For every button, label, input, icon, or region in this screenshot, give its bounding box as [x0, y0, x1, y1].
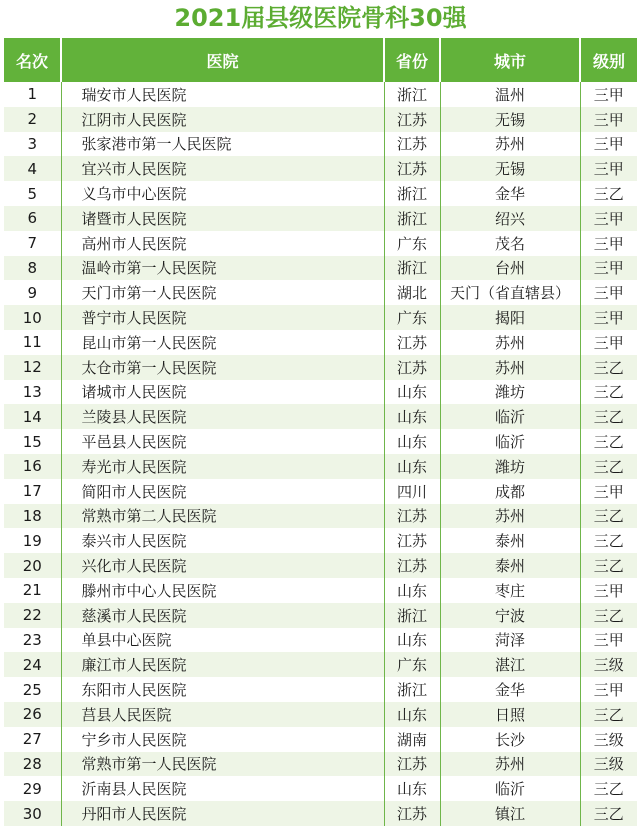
city-cell: 临沂 — [440, 404, 580, 429]
grade-cell: 三乙 — [580, 603, 637, 628]
province-cell: 广东 — [384, 305, 440, 330]
rank-cell: 26 — [4, 702, 61, 727]
rank-cell: 7 — [4, 231, 61, 256]
table-row — [4, 256, 637, 281]
table-row — [4, 553, 637, 578]
hospital-cell: 兰陵县人民医院 — [61, 404, 384, 429]
hospital-cell: 滕州市中心人民医院 — [61, 578, 384, 603]
hospital-cell: 泰兴市人民医院 — [61, 528, 384, 553]
table-row — [4, 355, 637, 380]
hospital-cell: 普宁市人民医院 — [61, 305, 384, 330]
grade-cell: 三级 — [580, 727, 637, 752]
rank-cell: 18 — [4, 504, 61, 529]
rank-cell: 16 — [4, 454, 61, 479]
province-cell: 山东 — [384, 404, 440, 429]
province-cell: 山东 — [384, 702, 440, 727]
grade-cell: 三甲 — [580, 206, 637, 231]
province-cell: 江苏 — [384, 132, 440, 157]
hospital-cell: 诸暨市人民医院 — [61, 206, 384, 231]
hospital-cell: 高州市人民医院 — [61, 231, 384, 256]
province-cell: 浙江 — [384, 603, 440, 628]
ranking-table — [4, 38, 637, 826]
rank-cell: 15 — [4, 429, 61, 454]
rank-cell: 4 — [4, 156, 61, 181]
hospital-cell: 简阳市人民医院 — [61, 479, 384, 504]
province-cell: 江苏 — [384, 107, 440, 132]
province-cell: 江苏 — [384, 528, 440, 553]
grade-cell: 三乙 — [580, 355, 637, 380]
province-cell: 湖北 — [384, 280, 440, 305]
page-title: 2021届县级医院骨科30强 — [174, 4, 467, 32]
city-cell: 成都 — [440, 479, 580, 504]
rank-cell: 3 — [4, 132, 61, 157]
table-row — [4, 652, 637, 677]
city-cell: 泰州 — [440, 528, 580, 553]
rank-cell: 19 — [4, 528, 61, 553]
province-cell: 广东 — [384, 231, 440, 256]
city-cell: 无锡 — [440, 156, 580, 181]
table-row — [4, 479, 637, 504]
hospital-cell: 张家港市第一人民医院 — [61, 132, 384, 157]
header-grade: 级别 — [580, 38, 637, 82]
grade-cell: 三乙 — [580, 553, 637, 578]
grade-cell: 三甲 — [580, 677, 637, 702]
table-row — [4, 280, 637, 305]
rank-cell: 13 — [4, 380, 61, 405]
rank-cell: 10 — [4, 305, 61, 330]
header-city: 城市 — [440, 38, 580, 82]
rank-cell: 24 — [4, 652, 61, 677]
table-row — [4, 504, 637, 529]
grade-cell: 三乙 — [580, 380, 637, 405]
hospital-cell: 平邑县人民医院 — [61, 429, 384, 454]
hospital-cell: 宜兴市人民医院 — [61, 156, 384, 181]
city-cell: 长沙 — [440, 727, 580, 752]
table-row — [4, 454, 637, 479]
grade-cell: 三甲 — [580, 305, 637, 330]
province-cell: 湖南 — [384, 727, 440, 752]
rank-cell: 29 — [4, 776, 61, 801]
table-row — [4, 132, 637, 157]
city-cell: 湛江 — [440, 652, 580, 677]
hospital-cell: 丹阳市人民医院 — [61, 801, 384, 826]
city-cell: 潍坊 — [440, 380, 580, 405]
grade-cell: 三甲 — [580, 578, 637, 603]
city-cell: 金华 — [440, 677, 580, 702]
province-cell: 山东 — [384, 578, 440, 603]
city-cell: 宁波 — [440, 603, 580, 628]
grade-cell: 三甲 — [580, 280, 637, 305]
hospital-cell: 兴化市人民医院 — [61, 553, 384, 578]
hospital-cell: 慈溪市人民医院 — [61, 603, 384, 628]
rank-cell: 1 — [4, 82, 61, 107]
province-cell: 浙江 — [384, 677, 440, 702]
city-cell: 泰州 — [440, 553, 580, 578]
hospital-cell: 温岭市第一人民医院 — [61, 256, 384, 281]
city-cell: 枣庄 — [440, 578, 580, 603]
grade-cell: 三乙 — [580, 181, 637, 206]
table-row — [4, 801, 637, 826]
hospital-cell: 莒县人民医院 — [61, 702, 384, 727]
hospital-cell: 诸城市人民医院 — [61, 380, 384, 405]
grade-cell: 三级 — [580, 752, 637, 777]
rank-cell: 23 — [4, 628, 61, 653]
table-header-row — [4, 38, 637, 82]
hospital-cell: 天门市第一人民医院 — [61, 280, 384, 305]
city-cell: 苏州 — [440, 752, 580, 777]
city-cell: 天门（省直辖县） — [440, 280, 580, 305]
province-cell: 江苏 — [384, 330, 440, 355]
grade-cell: 三乙 — [580, 429, 637, 454]
grade-cell: 三甲 — [580, 132, 637, 157]
rank-cell: 8 — [4, 256, 61, 281]
table-row — [4, 305, 637, 330]
hospital-cell: 单县中心医院 — [61, 628, 384, 653]
hospital-cell: 瑞安市人民医院 — [61, 82, 384, 107]
rank-cell: 6 — [4, 206, 61, 231]
table-row — [4, 702, 637, 727]
rank-cell: 22 — [4, 603, 61, 628]
province-cell: 山东 — [384, 628, 440, 653]
grade-cell: 三乙 — [580, 528, 637, 553]
table-row — [4, 429, 637, 454]
table-row — [4, 628, 637, 653]
grade-cell: 三乙 — [580, 776, 637, 801]
rank-cell: 21 — [4, 578, 61, 603]
table-row — [4, 380, 637, 405]
grade-cell: 三级 — [580, 652, 637, 677]
hospital-cell: 义乌市中心医院 — [61, 181, 384, 206]
rank-cell: 17 — [4, 479, 61, 504]
rank-cell: 5 — [4, 181, 61, 206]
rank-cell: 14 — [4, 404, 61, 429]
rank-cell: 9 — [4, 280, 61, 305]
rank-cell: 30 — [4, 801, 61, 826]
province-cell: 山东 — [384, 454, 440, 479]
hospital-cell: 江阴市人民医院 — [61, 107, 384, 132]
table-row — [4, 603, 637, 628]
hospital-cell: 常熟市第一人民医院 — [61, 752, 384, 777]
province-cell: 浙江 — [384, 181, 440, 206]
header-rank: 名次 — [4, 38, 61, 82]
province-cell: 江苏 — [384, 801, 440, 826]
hospital-cell: 昆山市第一人民医院 — [61, 330, 384, 355]
rank-cell: 2 — [4, 107, 61, 132]
hospital-cell: 太仓市第一人民医院 — [61, 355, 384, 380]
table-row — [4, 528, 637, 553]
province-cell: 江苏 — [384, 504, 440, 529]
province-cell: 山东 — [384, 776, 440, 801]
city-cell: 临沂 — [440, 776, 580, 801]
hospital-cell: 常熟市第二人民医院 — [61, 504, 384, 529]
city-cell: 苏州 — [440, 132, 580, 157]
city-cell: 菏泽 — [440, 628, 580, 653]
rank-cell: 11 — [4, 330, 61, 355]
province-cell: 山东 — [384, 380, 440, 405]
grade-cell: 三乙 — [580, 454, 637, 479]
city-cell: 温州 — [440, 82, 580, 107]
province-cell: 江苏 — [384, 553, 440, 578]
grade-cell: 三甲 — [580, 231, 637, 256]
table-row — [4, 578, 637, 603]
city-cell: 无锡 — [440, 107, 580, 132]
province-cell: 江苏 — [384, 156, 440, 181]
hospital-cell: 东阳市人民医院 — [61, 677, 384, 702]
table-row — [4, 330, 637, 355]
table-row — [4, 727, 637, 752]
table-row — [4, 181, 637, 206]
city-cell: 揭阳 — [440, 305, 580, 330]
province-cell: 江苏 — [384, 355, 440, 380]
table-row — [4, 404, 637, 429]
table-row — [4, 231, 637, 256]
grade-cell: 三甲 — [580, 479, 637, 504]
table-row — [4, 156, 637, 181]
province-cell: 浙江 — [384, 82, 440, 107]
grade-cell: 三乙 — [580, 801, 637, 826]
grade-cell: 三甲 — [580, 256, 637, 281]
city-cell: 临沂 — [440, 429, 580, 454]
table-row — [4, 206, 637, 231]
city-cell: 日照 — [440, 702, 580, 727]
rank-cell: 28 — [4, 752, 61, 777]
city-cell: 台州 — [440, 256, 580, 281]
header-province: 省份 — [384, 38, 440, 82]
header-hospital: 医院 — [61, 38, 384, 82]
province-cell: 浙江 — [384, 206, 440, 231]
grade-cell: 三乙 — [580, 504, 637, 529]
province-cell: 山东 — [384, 429, 440, 454]
city-cell: 金华 — [440, 181, 580, 206]
grade-cell: 三乙 — [580, 702, 637, 727]
table-row — [4, 752, 637, 777]
city-cell: 苏州 — [440, 355, 580, 380]
province-cell: 浙江 — [384, 256, 440, 281]
city-cell: 绍兴 — [440, 206, 580, 231]
table-row — [4, 776, 637, 801]
hospital-cell: 沂南县人民医院 — [61, 776, 384, 801]
grade-cell: 三甲 — [580, 107, 637, 132]
hospital-cell: 寿光市人民医院 — [61, 454, 384, 479]
hospital-cell: 宁乡市人民医院 — [61, 727, 384, 752]
city-cell: 茂名 — [440, 231, 580, 256]
province-cell: 四川 — [384, 479, 440, 504]
city-cell: 苏州 — [440, 330, 580, 355]
grade-cell: 三甲 — [580, 156, 637, 181]
grade-cell: 三乙 — [580, 404, 637, 429]
grade-cell: 三甲 — [580, 628, 637, 653]
province-cell: 广东 — [384, 652, 440, 677]
city-cell: 潍坊 — [440, 454, 580, 479]
city-cell: 苏州 — [440, 504, 580, 529]
rank-cell: 20 — [4, 553, 61, 578]
grade-cell: 三甲 — [580, 330, 637, 355]
grade-cell: 三甲 — [580, 82, 637, 107]
rank-cell: 25 — [4, 677, 61, 702]
table-body — [4, 82, 637, 826]
hospital-cell: 廉江市人民医院 — [61, 652, 384, 677]
table-row — [4, 107, 637, 132]
city-cell: 镇江 — [440, 801, 580, 826]
table-row — [4, 677, 637, 702]
rank-cell: 12 — [4, 355, 61, 380]
rank-cell: 27 — [4, 727, 61, 752]
table-row — [4, 82, 637, 107]
province-cell: 江苏 — [384, 752, 440, 777]
